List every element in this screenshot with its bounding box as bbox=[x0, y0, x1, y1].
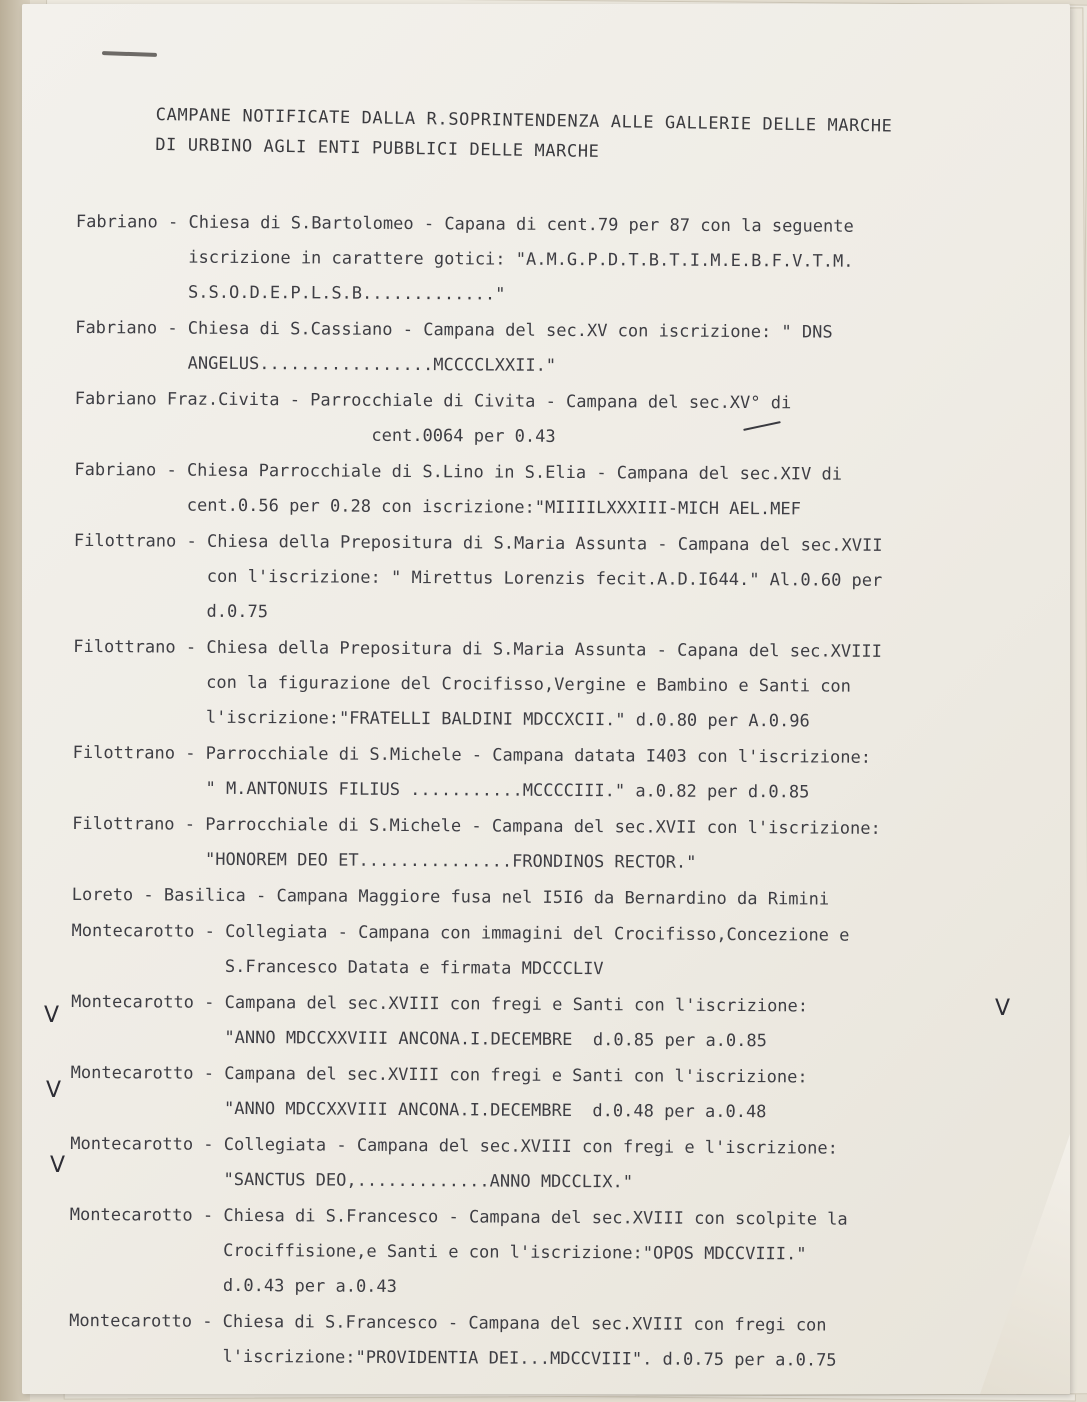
check-mark: V bbox=[44, 1003, 60, 1028]
entry-line: con la figurazione del Crocifisso,Vergine e Bambino e Santi con bbox=[206, 672, 851, 697]
entry-line: Parrocchiale di Civita - Campana del sec.XV° di bbox=[310, 390, 792, 414]
staple bbox=[102, 51, 157, 57]
entry-text bbox=[206, 525, 1064, 635]
entry-text bbox=[205, 737, 1062, 812]
place-name: Fabriano - bbox=[74, 459, 188, 481]
entry-line: cent.0064 per 0.43 bbox=[309, 425, 556, 447]
list-item bbox=[74, 453, 1064, 529]
entry-text bbox=[225, 915, 1062, 990]
entry-text bbox=[205, 808, 1062, 883]
entry-line: ANGELUS.................MCCCCLXXII." bbox=[187, 353, 557, 376]
list-item bbox=[73, 630, 1064, 741]
place-name: Filottrano - bbox=[73, 636, 207, 658]
list-item bbox=[75, 205, 1066, 316]
entry-line: d.0.75 bbox=[206, 601, 269, 623]
list-item bbox=[72, 807, 1062, 883]
place-name: Montecarotto - bbox=[70, 1133, 224, 1155]
entry-text bbox=[188, 206, 1066, 316]
entry-text bbox=[223, 1199, 1060, 1309]
entry-line: S.S.O.D.E.P.L.S.B............." bbox=[187, 282, 506, 305]
entry-line: S.Francesco Datata e firmata MDCCCLIV bbox=[224, 956, 604, 980]
place-name: Fabriano - bbox=[75, 317, 188, 339]
entry-line: Collegiata - Campana del sec.XVIII con fregi e l'iscrizione: bbox=[223, 1134, 838, 1159]
entry-line: Chiesa di S.Cassiano - Campana del sec.XV con iscrizione: " DNS bbox=[187, 318, 833, 343]
entry-line: Campana del sec.XVIII con fregi e Santi con l'iscrizione: bbox=[224, 1063, 808, 1088]
list-item bbox=[74, 382, 1064, 458]
check-mark: V bbox=[46, 1078, 62, 1103]
title-line-1: CAMPANE NOTIFICATE DALLA R.SOPRINTENDENZA ALLE GALLERIE DELLE MARCHE bbox=[155, 104, 893, 137]
entry-line: "ANNO MDCCXXVIII ANCONA.I.DECEMBRE d.0.85 per a.0.85 bbox=[224, 1027, 767, 1052]
entry-line: Chiesa della Prepositura di S.Maria Assunta - Capana del sec.XVIII bbox=[206, 637, 882, 662]
entry-line: l'iscrizione:"FRATELLI BALDINI MDCCXCII." d.0.80 per A.0.96 bbox=[205, 707, 810, 732]
place-name: Fabriano - bbox=[75, 211, 189, 233]
list-item bbox=[73, 524, 1064, 635]
place-name: Montecarotto - bbox=[71, 920, 226, 942]
entry-line: Campana del sec.XVIII con fregi e Santi con l'iscrizione: bbox=[224, 992, 809, 1017]
list-item bbox=[71, 914, 1061, 990]
entry-line: iscrizione in carattere gotici: "A.M.G.P.D.T.B.T.I.M.E.B.F.V.T.M. bbox=[188, 247, 854, 272]
entry-line: Chiesa di S.Bartolomeo - Capana di cent.79 per 87 con la seguente bbox=[188, 212, 854, 237]
entry-line: "HONOREM DEO ET...............FRONDINOS RECTOR." bbox=[205, 849, 697, 873]
entry-line: Basilica - Campana Maggiore fusa nel I5I6 da Bernardino da Rimini bbox=[163, 885, 830, 910]
entry-text bbox=[188, 312, 1066, 387]
place-name: Filottrano - bbox=[72, 813, 206, 835]
entry-text bbox=[310, 383, 1065, 458]
entry-line: Chiesa della Prepositura di S.Maria Assunta - Campana del sec.XVII bbox=[206, 531, 883, 556]
place-name: Montecarotto - bbox=[71, 991, 225, 1013]
list-item bbox=[69, 1198, 1060, 1309]
entry-line: Chiesa Parrocchiale di S.Lino in S.Elia - Campana del sec.XIV di bbox=[186, 460, 843, 485]
title-line-2: DI URBINO AGLI ENTI PUBBLICI DELLE MARCHE bbox=[155, 134, 600, 162]
entry-line: "ANNO MDCCXXVIII ANCONA.I.DECEMBRE d.0.48 per a.0.48 bbox=[223, 1098, 767, 1123]
entry-line: l'iscrizione:"PROVIDENTIA DEI...MDCCVIII". d.0.75 per a.0.75 bbox=[222, 1346, 837, 1371]
entry-line: Parrocchiale di S.Michele - Campana datata I403 con l'iscrizione: bbox=[205, 743, 872, 768]
list-item bbox=[69, 1304, 1059, 1380]
place-name: Filottrano - bbox=[72, 742, 206, 764]
entry-line: cent.0.56 per 0.28 con iscrizione:"MIIIILXXXIII-MICH AEL.MEF bbox=[186, 495, 801, 520]
entry-text bbox=[187, 454, 1065, 529]
check-mark: V bbox=[50, 1153, 66, 1178]
entry-line: "SANCTUS DEO,.............ANNO MDCCLIX." bbox=[223, 1169, 634, 1193]
entry-line: d.0.43 per a.0.43 bbox=[222, 1275, 397, 1297]
place-name: Filottrano - bbox=[73, 530, 208, 552]
entry-text bbox=[164, 879, 1062, 919]
entry-line: con l'iscrizione: " Mirettus Lorenzis fecit.A.D.I644." Al.0.60 per bbox=[206, 566, 883, 591]
entry-text bbox=[224, 1057, 1061, 1132]
place-name: Montecarotto - bbox=[69, 1204, 224, 1226]
list-item bbox=[70, 1056, 1060, 1132]
bell-list bbox=[69, 205, 1066, 1381]
list-item bbox=[71, 985, 1061, 1061]
entry-line: Chiesa di S.Francesco - Campana del sec.XVIII con scolpite la bbox=[223, 1205, 848, 1230]
entry-text bbox=[224, 986, 1061, 1061]
list-item bbox=[75, 311, 1065, 387]
entry-text bbox=[206, 631, 1064, 741]
place-name: Montecarotto - bbox=[69, 1310, 223, 1332]
list-item bbox=[72, 736, 1062, 812]
list-item bbox=[72, 878, 1062, 919]
place-name: Fabriano Fraz.Civita - bbox=[74, 388, 311, 411]
entry-line: Parrocchiale di S.Michele - Campana del sec.XVII con l'iscrizione: bbox=[205, 814, 881, 839]
entry-text bbox=[223, 1128, 1060, 1203]
entry-line: Chiesa di S.Francesco - Campana del sec.XVIII con fregi con bbox=[222, 1311, 827, 1336]
entry-line: Collegiata - Campana con immagini del Crocifisso,Concezione e bbox=[225, 921, 850, 946]
check-mark: V bbox=[995, 996, 1011, 1021]
list-item bbox=[70, 1127, 1060, 1203]
place-name: Loreto - bbox=[71, 884, 164, 906]
entry-line: " M.ANTONUIS FILIUS ...........MCCCCIII." a.0.82 per d.0.85 bbox=[205, 778, 810, 803]
entry-line: Crociffisione,e Santi e con l'iscrizione:"OPOS MDCCVIII." bbox=[223, 1240, 807, 1265]
entry-text bbox=[222, 1305, 1059, 1380]
place-name: Montecarotto - bbox=[70, 1062, 225, 1084]
